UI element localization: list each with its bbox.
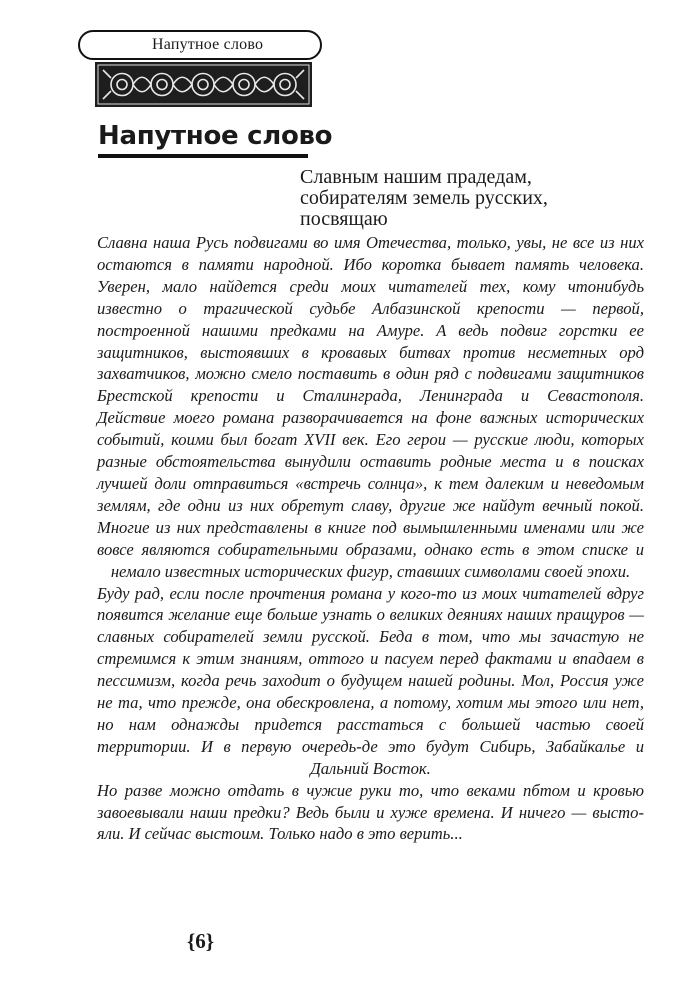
running-header-text: Напутное слово [152,36,264,53]
chapter-title: Напутное слово [98,121,333,151]
ornament-pattern [95,62,312,107]
running-header [78,30,322,60]
body-text [97,232,644,845]
dedication-line: собирателям земель русских, [300,187,548,209]
paragraph: Славна наша Русь подвигами во имя Отечества, только, увы, не все из них остаются в памяти народной. Ибо коротка бывает память человека. Уверен, мало найдется среди моих читателей тех, кому чтонибудь известно о трагической судьбе Албазинской крепости — первой, построенной нашими предками на Амуре. А ведь подвиг горстки ее защитников, выстоявших в кровавых битвах против несметных орд захватчиков, можно смело поставить в один ряд с подвигами защитников Брестской крепости и Сталинграда, Ленинграда и Севастополя. [97,233,644,406]
paragraph: Действие моего романа разворачивается на фоне важных исторических событий, коими был богат XVII век. Его герои — русские люди, которых разные обстоятельства вынудили оставить родные места и в поисках лучшей доли отправиться «встречь солнца», к тем далеким и неведомым землям, где одни из них обретут славу, другие же найдут вечный покой. Многие из них представлены в книге под вымышленными именами или же вовсе являются собирательными образами, однако есть в этом списке и немало известных исторических фигур, ставших символами своей эпохи. [97,408,644,581]
dedication-line: Славным нашим прадедам, [300,166,532,188]
title-underline [98,154,308,158]
paragraph: Буду рад, если после прочтения романа у кого-то из моих читателей вдруг появится желание еще больше узнать о великих деяниях наших пращуров — славных собирателей земли русской. Беда в том, что мы зачастую не стремимся к этим знаниям, оттого и пасуем перед фактами и впадаем в пессимизм, когда речь заходит о будущем нашей родины. Мол, Россия уже не та, что прежде, она обескровлена, а потому, хотим мы этого или нет, но нам однажды придется расстаться с большей частью своей территории. И в первую очередь-де это будут Сибирь, Забайкалье и Дальний Восток. [97,583,644,778]
dedication [300,167,610,230]
page-number: {6} [187,929,215,953]
paragraph: Но разве можно отдать в чужие руки то, что веками пбтом и кровью завоевывали наши предки? Ведь были и хуже времена. И ничего — выстояли. И сейчас выстоим. Только надо в это верить... [97,780,644,844]
ornament-band [95,62,312,107]
dedication-line: посвящаю [300,208,388,230]
